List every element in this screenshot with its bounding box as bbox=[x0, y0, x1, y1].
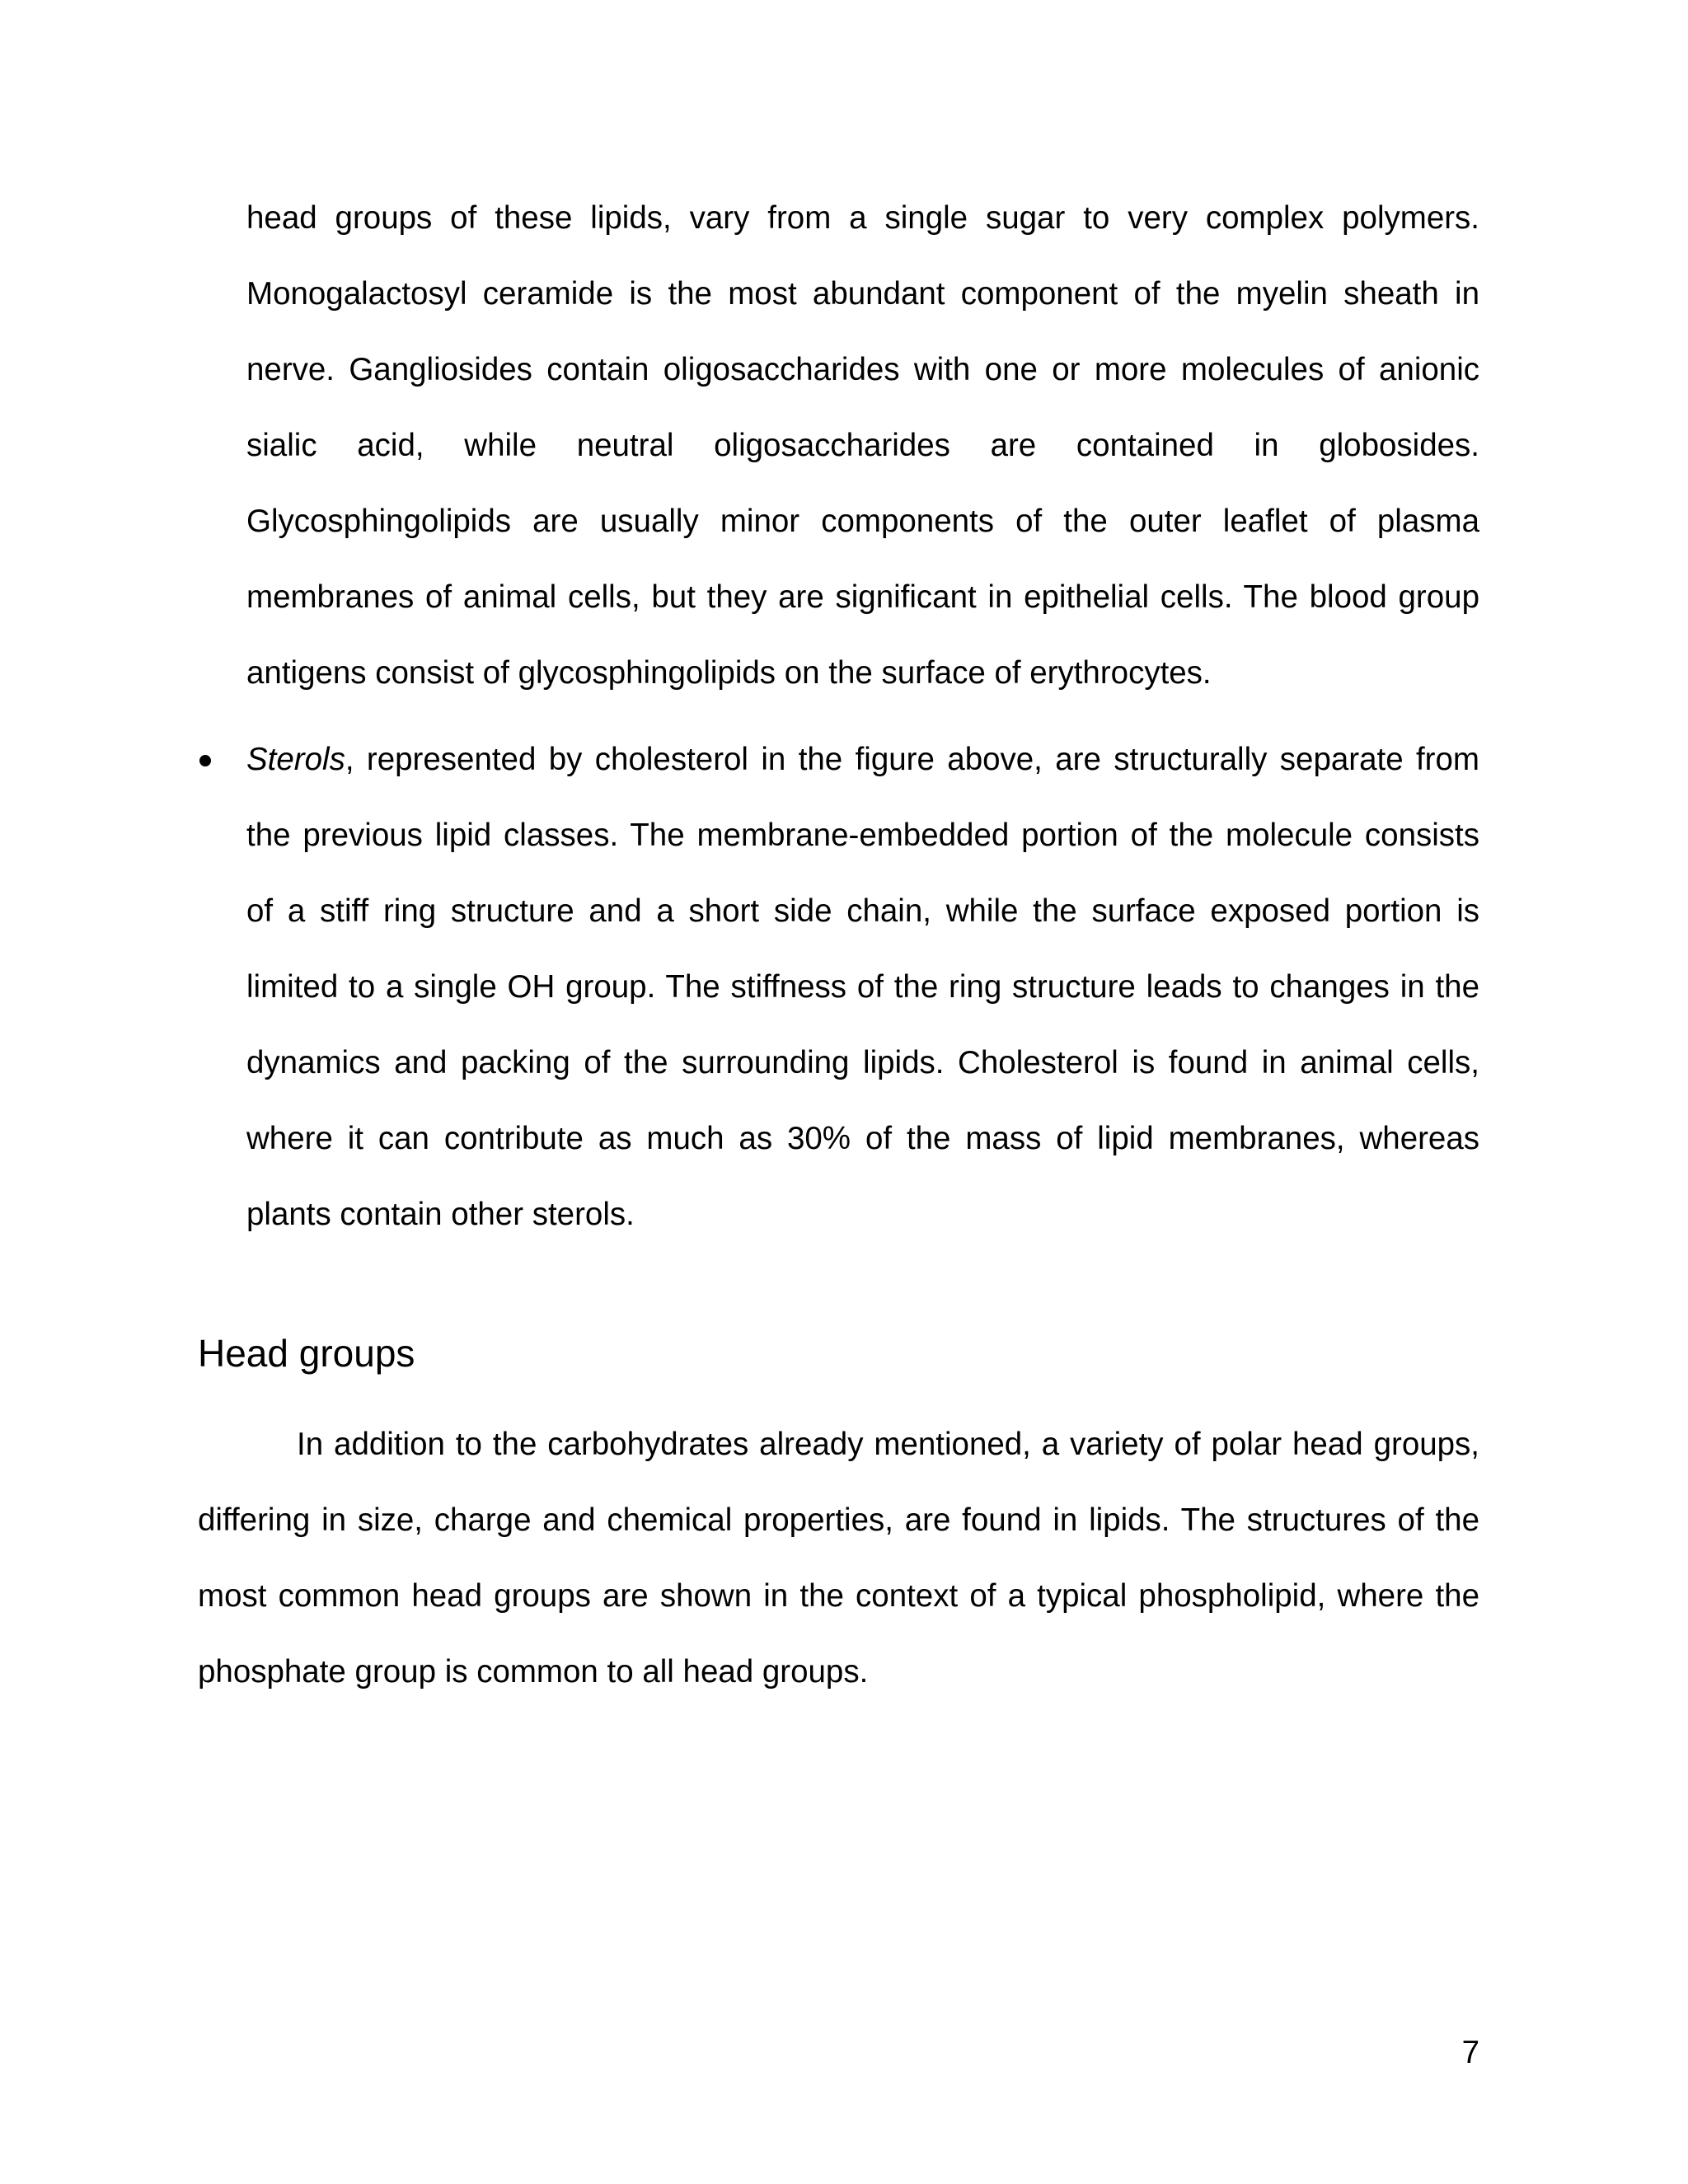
sterols-term: Sterols bbox=[246, 742, 345, 777]
head-groups-paragraph: In addition to the carbohydrates already mentioned, a variety of polar head groups, differing in size, charge and chemical properties, are found in lipids. The structures of the most common head groups are shown in the context of a typical phospholipid, where the phosphate group is common to all head groups. bbox=[198, 1427, 1479, 1690]
page-number: 7 bbox=[1461, 2035, 1479, 2070]
section-heading: Head groups bbox=[198, 1332, 415, 1375]
continuation-paragraph: head groups of these lipids, vary from a single sugar to very complex polymers. Monogalactosyl ceramide is the most abundant component of the myelin sheath in nerve. Gangliosides contain oligosaccharides with one or more molecules of anionic sialic acid, while neutral oligosaccharides are contained in globosides. Glycosphingolipids are usually minor components of the outer leaflet of plasma membranes of animal cells, but they are significant in epithelial cells. The blood group antigens consist of glycosphingolipids on the surface of erythrocytes. bbox=[246, 200, 1479, 691]
sterols-text: , represented by cholesterol in the figure above, are structurally separate from the previous lipid classes. The membrane-embedded portion of the molecule consists of a stiff ring structure and a short side chain, while the surface exposed portion is limited to a single OH group. The stiffness of the ring structure leads to changes in the dynamics and packing of the surrounding lipids. Cholesterol is found in animal cells, where it can contribute as much as 30% of the mass of lipid membranes, whereas plants contain other sterols. bbox=[246, 742, 1479, 1232]
sterols-list-item bbox=[246, 722, 1479, 1253]
